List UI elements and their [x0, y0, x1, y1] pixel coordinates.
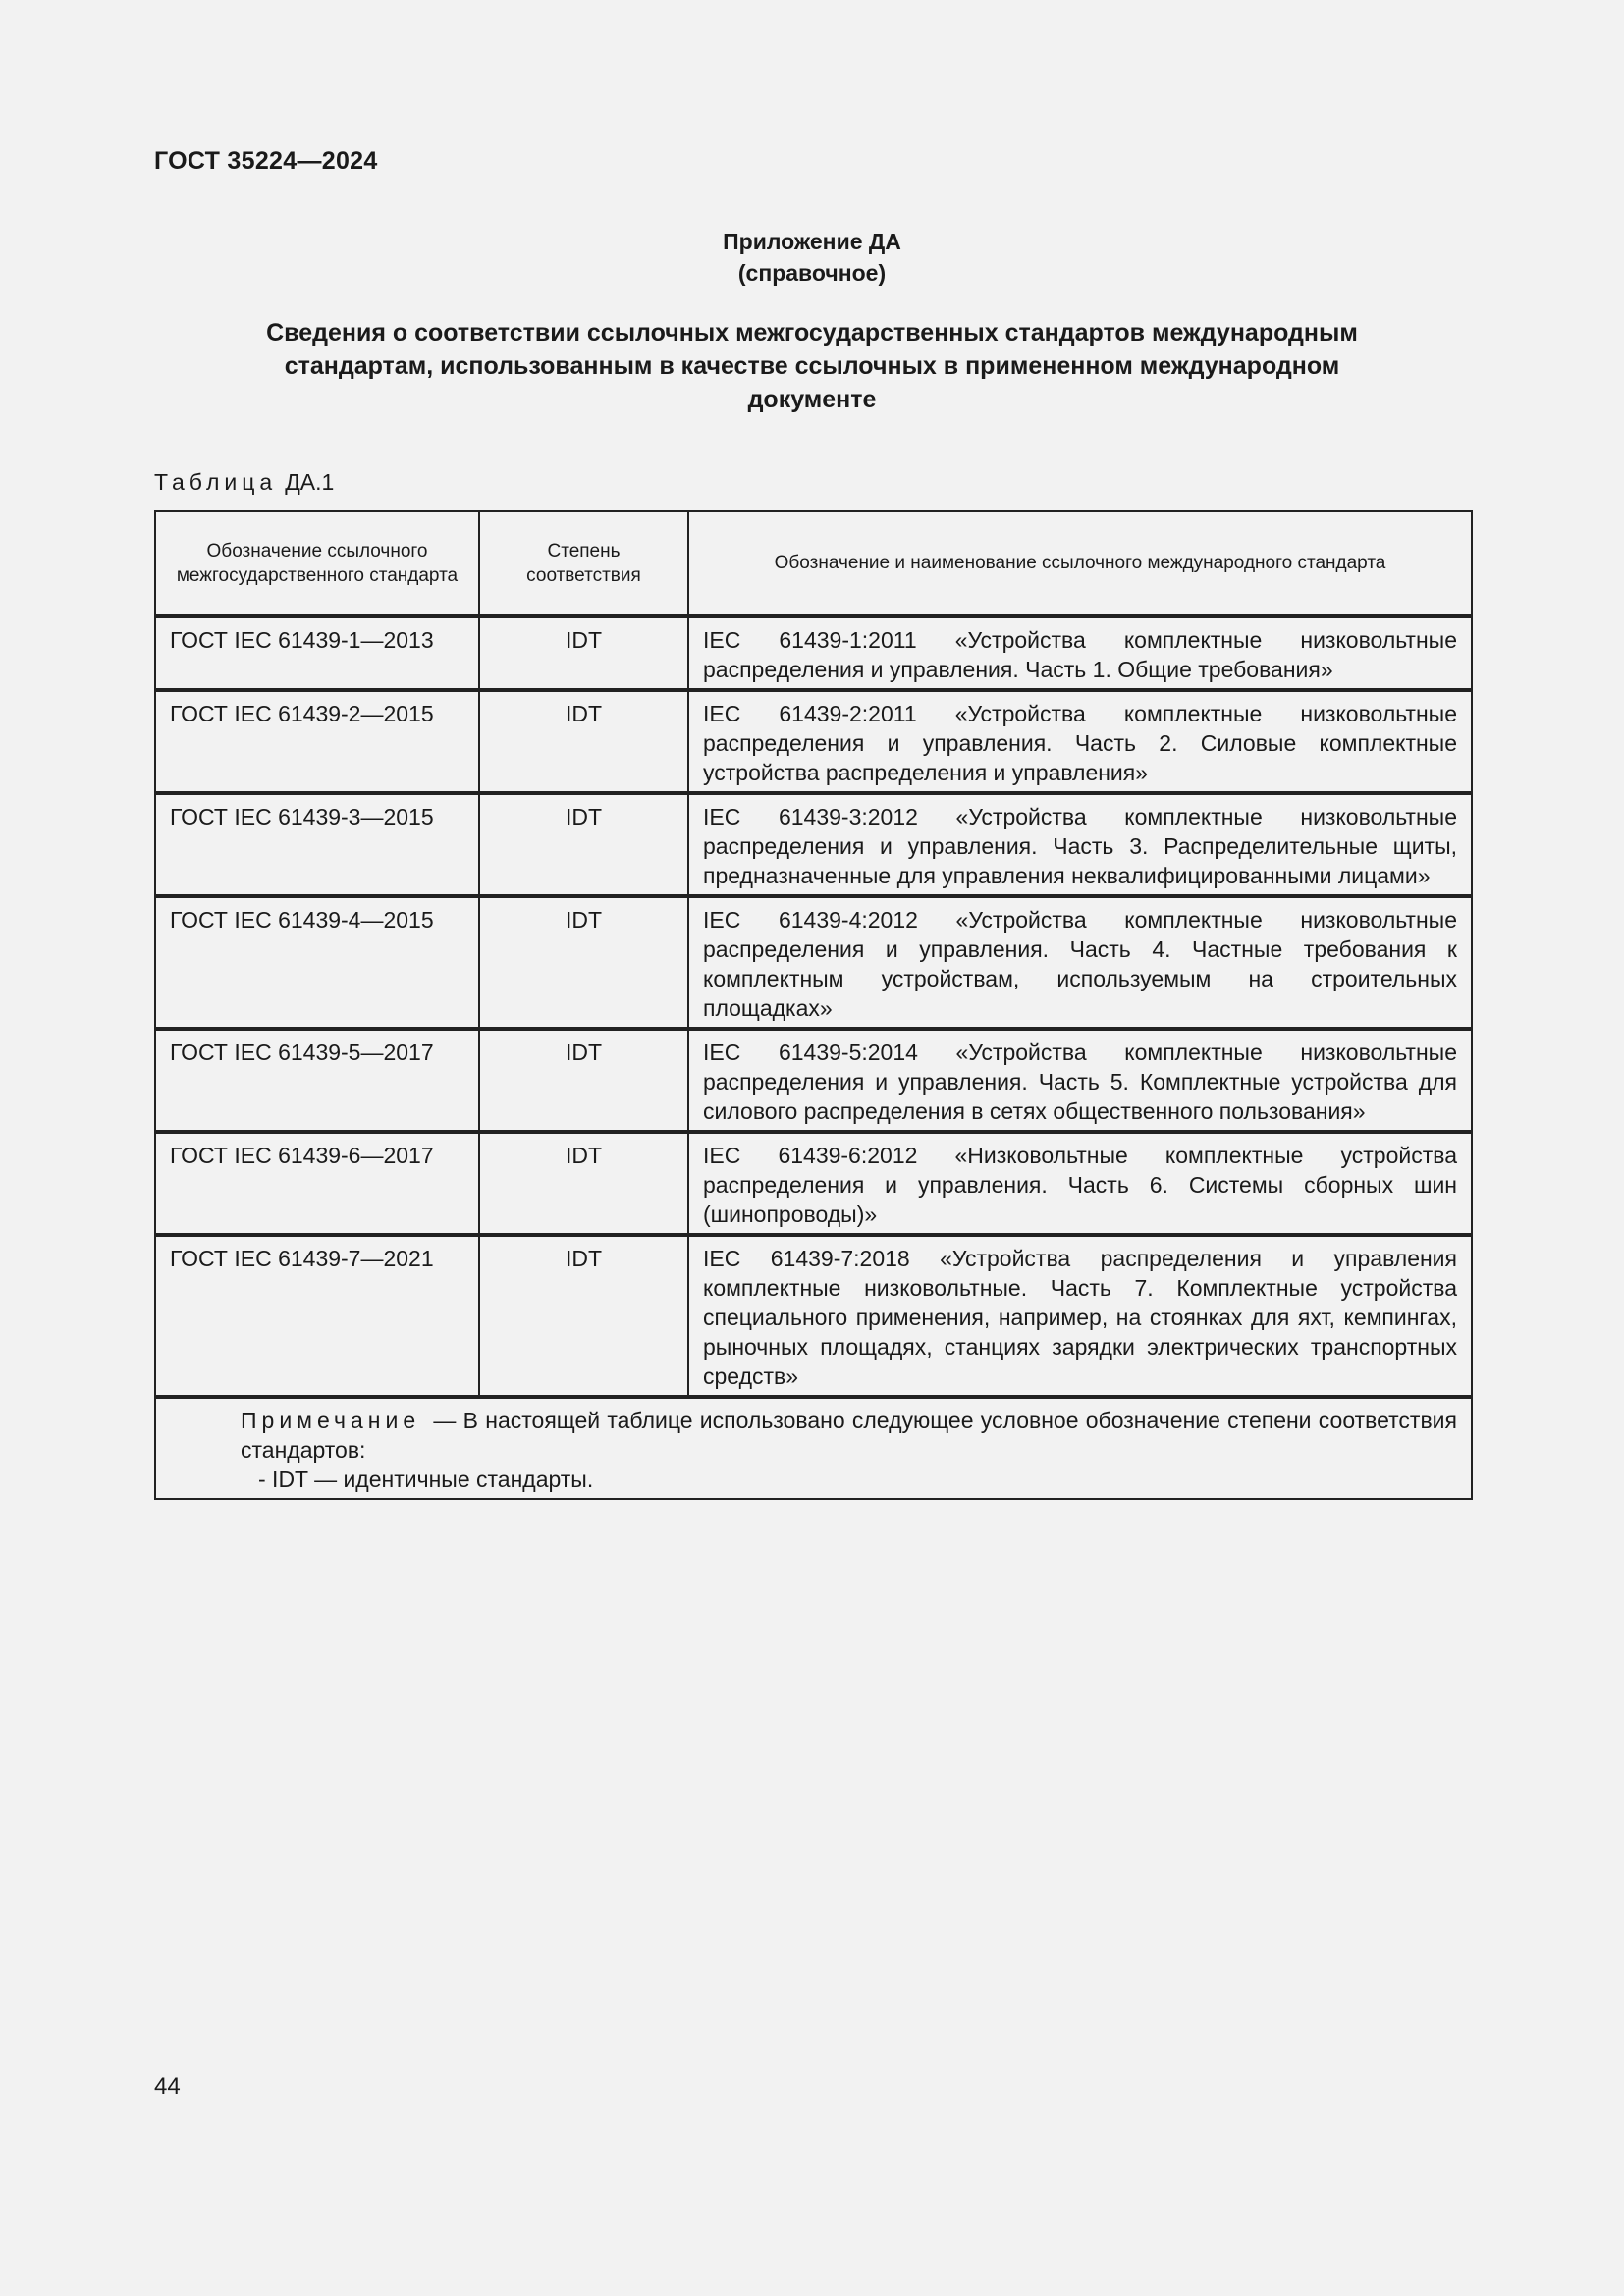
cell-international: IEC 61439-3:2012 «Устройства комплектные низковольтные распределения и управления. Часть 3. Распределительные щиты, предназначенные для управления неквалифицированными лицами»: [688, 793, 1472, 896]
cell-designation: ГОСТ IEC 61439-7—2021: [155, 1235, 479, 1397]
table-caption-number: ДА.1: [285, 469, 335, 495]
table-row: [155, 690, 1472, 793]
note-item: - IDT — идентичные стандарты.: [258, 1467, 594, 1492]
table-row: [155, 1235, 1472, 1397]
document-id: ГОСТ 35224—2024: [154, 147, 378, 175]
cell-degree: IDT: [479, 690, 688, 793]
title-line-1: Сведения о соответствии ссылочных межгосударственных стандартов международным: [266, 319, 1358, 347]
title-line-2: стандартам, использованным в качестве ссылочных в примененном международном: [284, 352, 1340, 380]
cell-designation: ГОСТ IEC 61439-6—2017: [155, 1132, 479, 1235]
table-row: [155, 616, 1472, 691]
table-caption: [154, 469, 334, 496]
cell-degree: IDT: [479, 1029, 688, 1132]
cell-international: IEC 61439-4:2012 «Устройства комплектные низковольтные распределения и управления. Часть 4. Частные требования к комплектным устройствам, используемым на строительных площадках»: [688, 896, 1472, 1029]
note-paragraph: [170, 1406, 1457, 1465]
appendix-name: Приложение ДА: [723, 229, 901, 254]
cell-international: IEC 61439-1:2011 «Устройства комплектные низковольтные распределения и управления. Часть 1. Общие требования»: [688, 616, 1472, 691]
cell-degree: IDT: [479, 1235, 688, 1397]
header-designation: Обозначение ссылочного межгосударственного стандарта: [155, 511, 479, 616]
table-note: [155, 1397, 1472, 1499]
cell-degree: IDT: [479, 616, 688, 691]
cell-designation: ГОСТ IEC 61439-1—2013: [155, 616, 479, 691]
cell-designation: ГОСТ IEC 61439-3—2015: [155, 793, 479, 896]
appendix-heading: [154, 226, 1470, 289]
note-prefix: Примечание: [241, 1408, 421, 1433]
table-row: [155, 1132, 1472, 1235]
cell-designation: ГОСТ IEC 61439-4—2015: [155, 896, 479, 1029]
table-note-row: [155, 1397, 1472, 1499]
cell-degree: IDT: [479, 896, 688, 1029]
cell-designation: ГОСТ IEC 61439-2—2015: [155, 690, 479, 793]
standards-table: [154, 510, 1473, 1500]
cell-international: IEC 61439-5:2014 «Устройства комплектные низковольтные распределения и управления. Часть 5. Комплектные устройства для силового распределения в сетях общественного пользования»: [688, 1029, 1472, 1132]
table-row: [155, 793, 1472, 896]
table-row: [155, 896, 1472, 1029]
section-title: [154, 316, 1470, 416]
cell-degree: IDT: [479, 1132, 688, 1235]
cell-international: IEC 61439-2:2011 «Устройства комплектные низковольтные распределения и управления. Часть 2. Силовые комплектные устройства распределения и управления»: [688, 690, 1472, 793]
table-row: [155, 1029, 1472, 1132]
page-number: 44: [154, 2073, 181, 2100]
table-caption-prefix: Таблица: [154, 469, 278, 495]
cell-international: IEC 61439-6:2012 «Низковольтные комплектные устройства распределения и управления. Часть 6. Системы сборных шин (шинопроводы)»: [688, 1132, 1472, 1235]
note-text: — В настоящей таблице использовано следующее условное обозначение степени соответствия стандартов:: [241, 1408, 1457, 1463]
cell-international: IEC 61439-7:2018 «Устройства распределения и управления комплектные низковольтные. Часть 7. Комплектные устройства специального применения, например, на стоянках для яхт, кемпингах, рыночных площадях, станциях зарядки электрических транспортных средств»: [688, 1235, 1472, 1397]
table-header-row: [155, 511, 1472, 616]
cell-designation: ГОСТ IEC 61439-5—2017: [155, 1029, 479, 1132]
appendix-type: (справочное): [737, 260, 887, 286]
header-degree: Степень соответствия: [479, 511, 688, 616]
header-international: Обозначение и наименование ссылочного международного стандарта: [688, 511, 1472, 616]
cell-degree: IDT: [479, 793, 688, 896]
title-line-3: документе: [747, 386, 877, 413]
